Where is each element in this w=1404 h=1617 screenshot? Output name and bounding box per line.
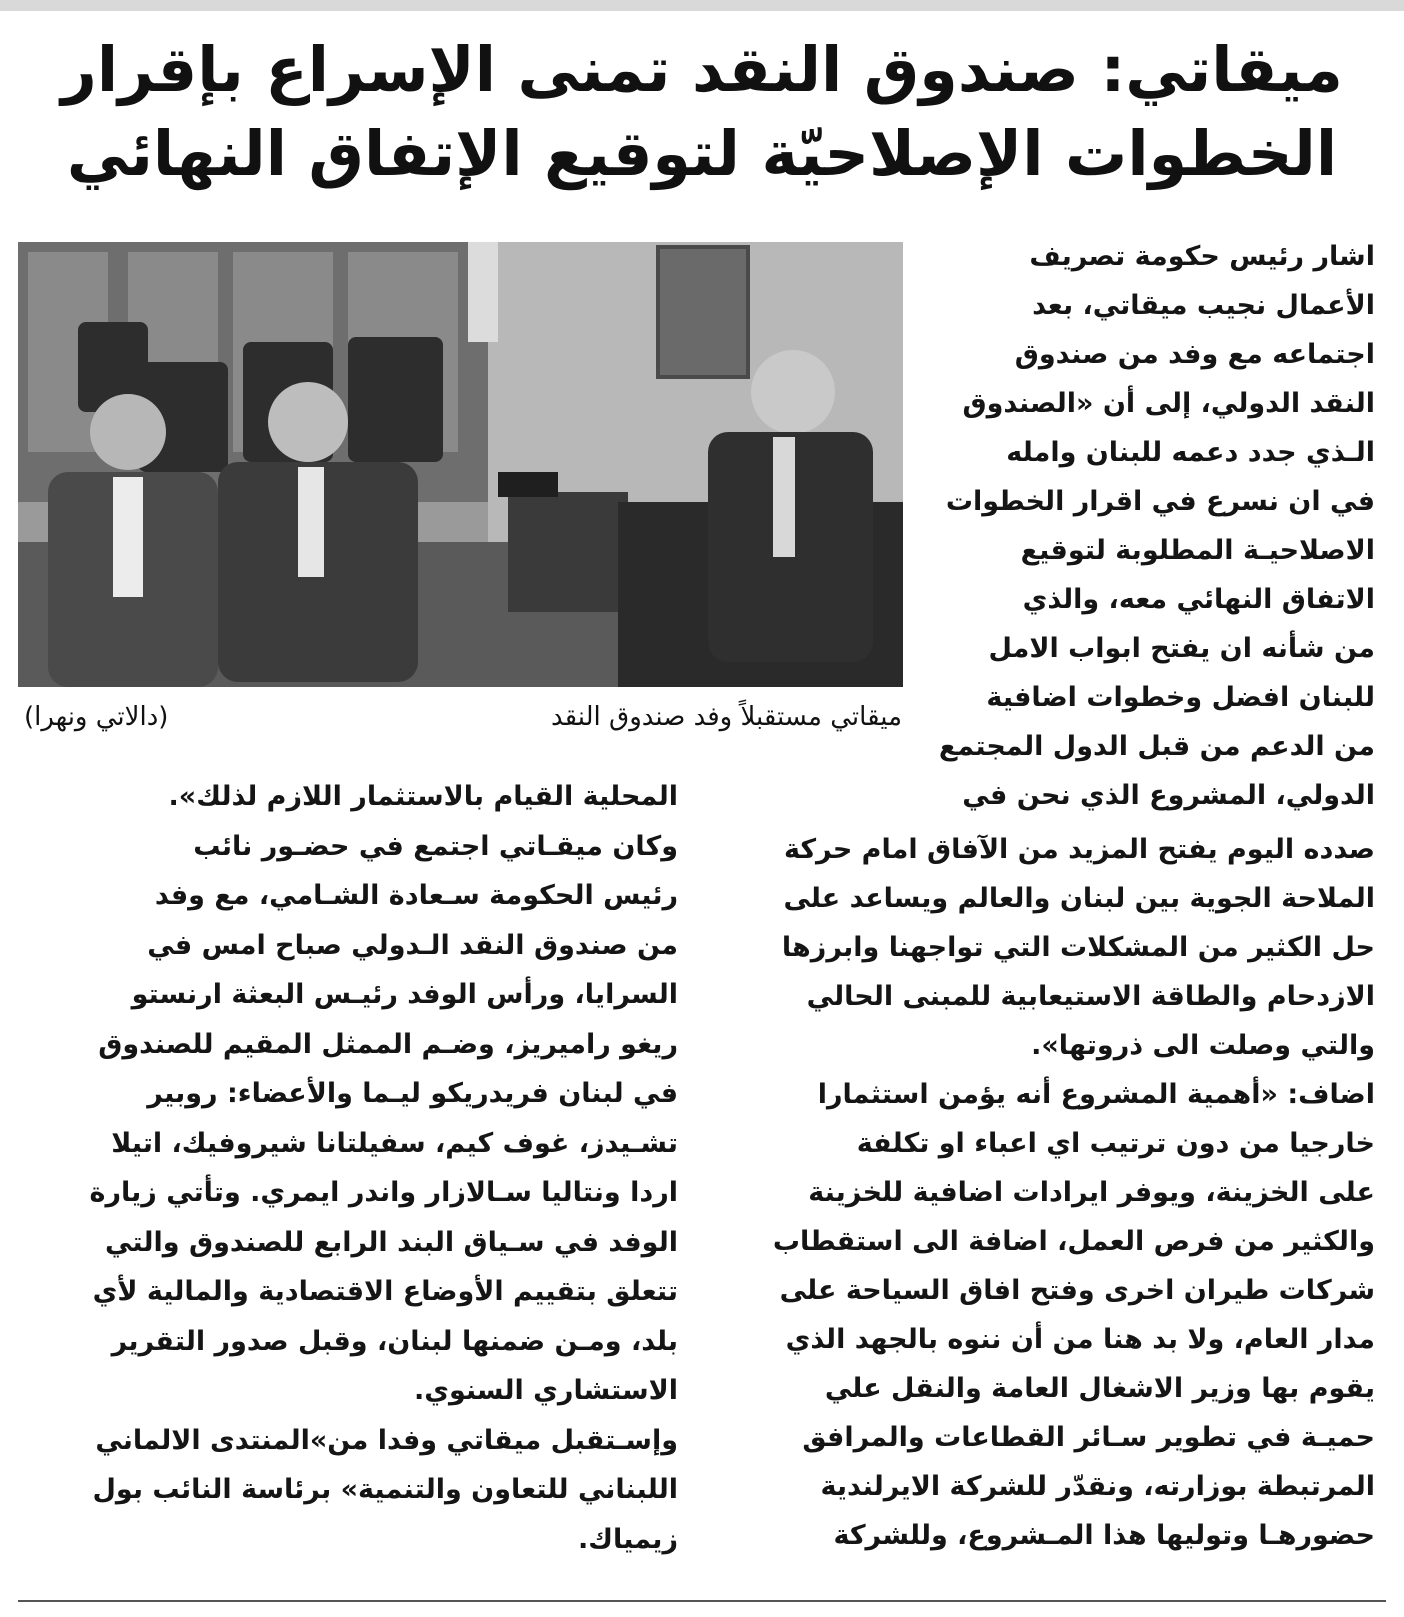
text-line: زيمياك. (578, 1523, 678, 1555)
text-line: من الدعم من قبل الدول المجتمع (938, 731, 1375, 762)
text-line: بلد، ومـن ضمنها لبنان، وقبل صدور التقرير (111, 1325, 678, 1357)
bottom-divider (18, 1600, 1386, 1602)
text-line: اللبناني للتعاون والتنمية» برئاسة النائب بول (92, 1474, 678, 1505)
text-line: خارجيا من دون ترتيب اي اعباء او تكلفة (856, 1128, 1375, 1159)
text-line: والتي وصلت الى ذروتها». (1031, 1030, 1375, 1061)
text-line: شركات طيران اخرى وفتح افاق السياحة على (779, 1275, 1375, 1306)
top-border (0, 0, 1404, 11)
text-line: الاستشاري السنوي. (413, 1375, 678, 1406)
text-line: السرايا، ورأس الوفد رئيـس البعثة ارنستو (131, 979, 678, 1010)
text-line: اشار رئيس حكومة تصريف (1029, 241, 1375, 272)
text-line: في ان نسرع في اقرار الخطوات (945, 486, 1375, 517)
text-line: الـذي جدد دعمه للبنان وامله (1006, 437, 1375, 468)
text-line: وإسـتقبل ميقاتي وفدا من»المنتدى الالماني (95, 1424, 678, 1456)
text-line: المرتبطة بوزارته، ونقدّر للشركة الايرلندية (820, 1471, 1375, 1502)
text-line: الاتفاق النهائي معه، والذي (1022, 584, 1375, 615)
text-line: تشـيدز، غوف كيم، سفيلتانا شيروفيك، اتيلا (111, 1127, 678, 1159)
text-line: الأعمال نجيب ميقاتي، بعد (1032, 290, 1375, 321)
text-line: على الخزينة، ويوفر ايرادات اضافية للخزينة (808, 1177, 1375, 1208)
article-column-right-top (935, 232, 1375, 820)
text-line: المحلية القيام بالاستثمار اللازم لذلك». (168, 781, 678, 812)
photo-caption: ميقاتي مستقبلاً وفد صندوق النقد (550, 702, 902, 732)
news-photo (18, 242, 903, 687)
headline (30, 28, 1374, 196)
text-line: في لبنان فريدريكو ليـما والأعضاء: روبير (147, 1078, 678, 1109)
text-line: والكثير من فرص العمل، اضافة الى استقطاب (772, 1226, 1375, 1257)
text-line: مدار العام، ولا بد هنا من أن ننوه بالجهد الذي (785, 1324, 1375, 1355)
text-line: صدده اليوم يفتح المزيد من الآفاق امام حركة (783, 834, 1375, 865)
text-line: للبنان افضل وخطوات اضافية (986, 682, 1375, 713)
article-column-left (18, 772, 678, 1564)
text-line: حميـة في تطوير سـائر القطاعات والمرافق (802, 1422, 1375, 1453)
text-line: الملاحة الجوية بين لبنان والعالم ويساعد على (783, 883, 1375, 914)
article-column-right-bottom (715, 825, 1375, 1560)
text-line: الوفد في سـياق البند الرابع للصندوق والتي (105, 1226, 678, 1258)
photo-credit: (دالاتي ونهرا) (24, 702, 169, 732)
text-line: اجتماعه مع وفد من صندوق (1014, 339, 1375, 370)
text-line: النقد الدولي، إلى أن «الصندوق (962, 388, 1375, 419)
headline-line-2: الخطوات الإصلاحيّة لتوقيع الإتفاق النهائي (66, 117, 1338, 190)
text-line: اضاف: «أهمية المشروع أنه يؤمن استثمارا (817, 1079, 1375, 1110)
text-line: اردا ونتاليا سـالازار واندر ايمري. وتأتي زيارة (89, 1177, 678, 1208)
text-line: وكان ميقـاتي اجتمع في حضـور نائب (193, 830, 678, 862)
text-line: من شأنه ان يفتح ابواب الامل (988, 633, 1375, 664)
text-line: حل الكثير من المشكلات التي تواجهنا وابرزها (781, 932, 1375, 963)
text-line: الدولي، المشروع الذي نحن في (962, 780, 1375, 811)
text-line: حضورهـا وتوليها هذا المـشروع، وللشركة (833, 1520, 1375, 1551)
headline-line-1: ميقاتي: صندوق النقد تمنى الإسراع بإقرار (61, 33, 1343, 106)
text-line: يقوم بها وزير الاشغال العامة والنقل علي (824, 1373, 1375, 1404)
text-line: تتعلق بتقييم الأوضاع الاقتصادية والمالية لأي (92, 1276, 678, 1307)
text-line: الاصلاحيـة المطلوبة لتوقيع (1020, 535, 1375, 566)
text-line: من صندوق النقد الـدولي صباح امس في (147, 929, 678, 961)
text-line: الازدحام والطاقة الاستيعابية للمبنى الحالي (806, 981, 1375, 1012)
text-line: ريغو راميريز، وضـم الممثل المقيم للصندوق (98, 1028, 678, 1060)
text-line: رئيس الحكومة سـعادة الشـامي، مع وفد (154, 880, 678, 911)
